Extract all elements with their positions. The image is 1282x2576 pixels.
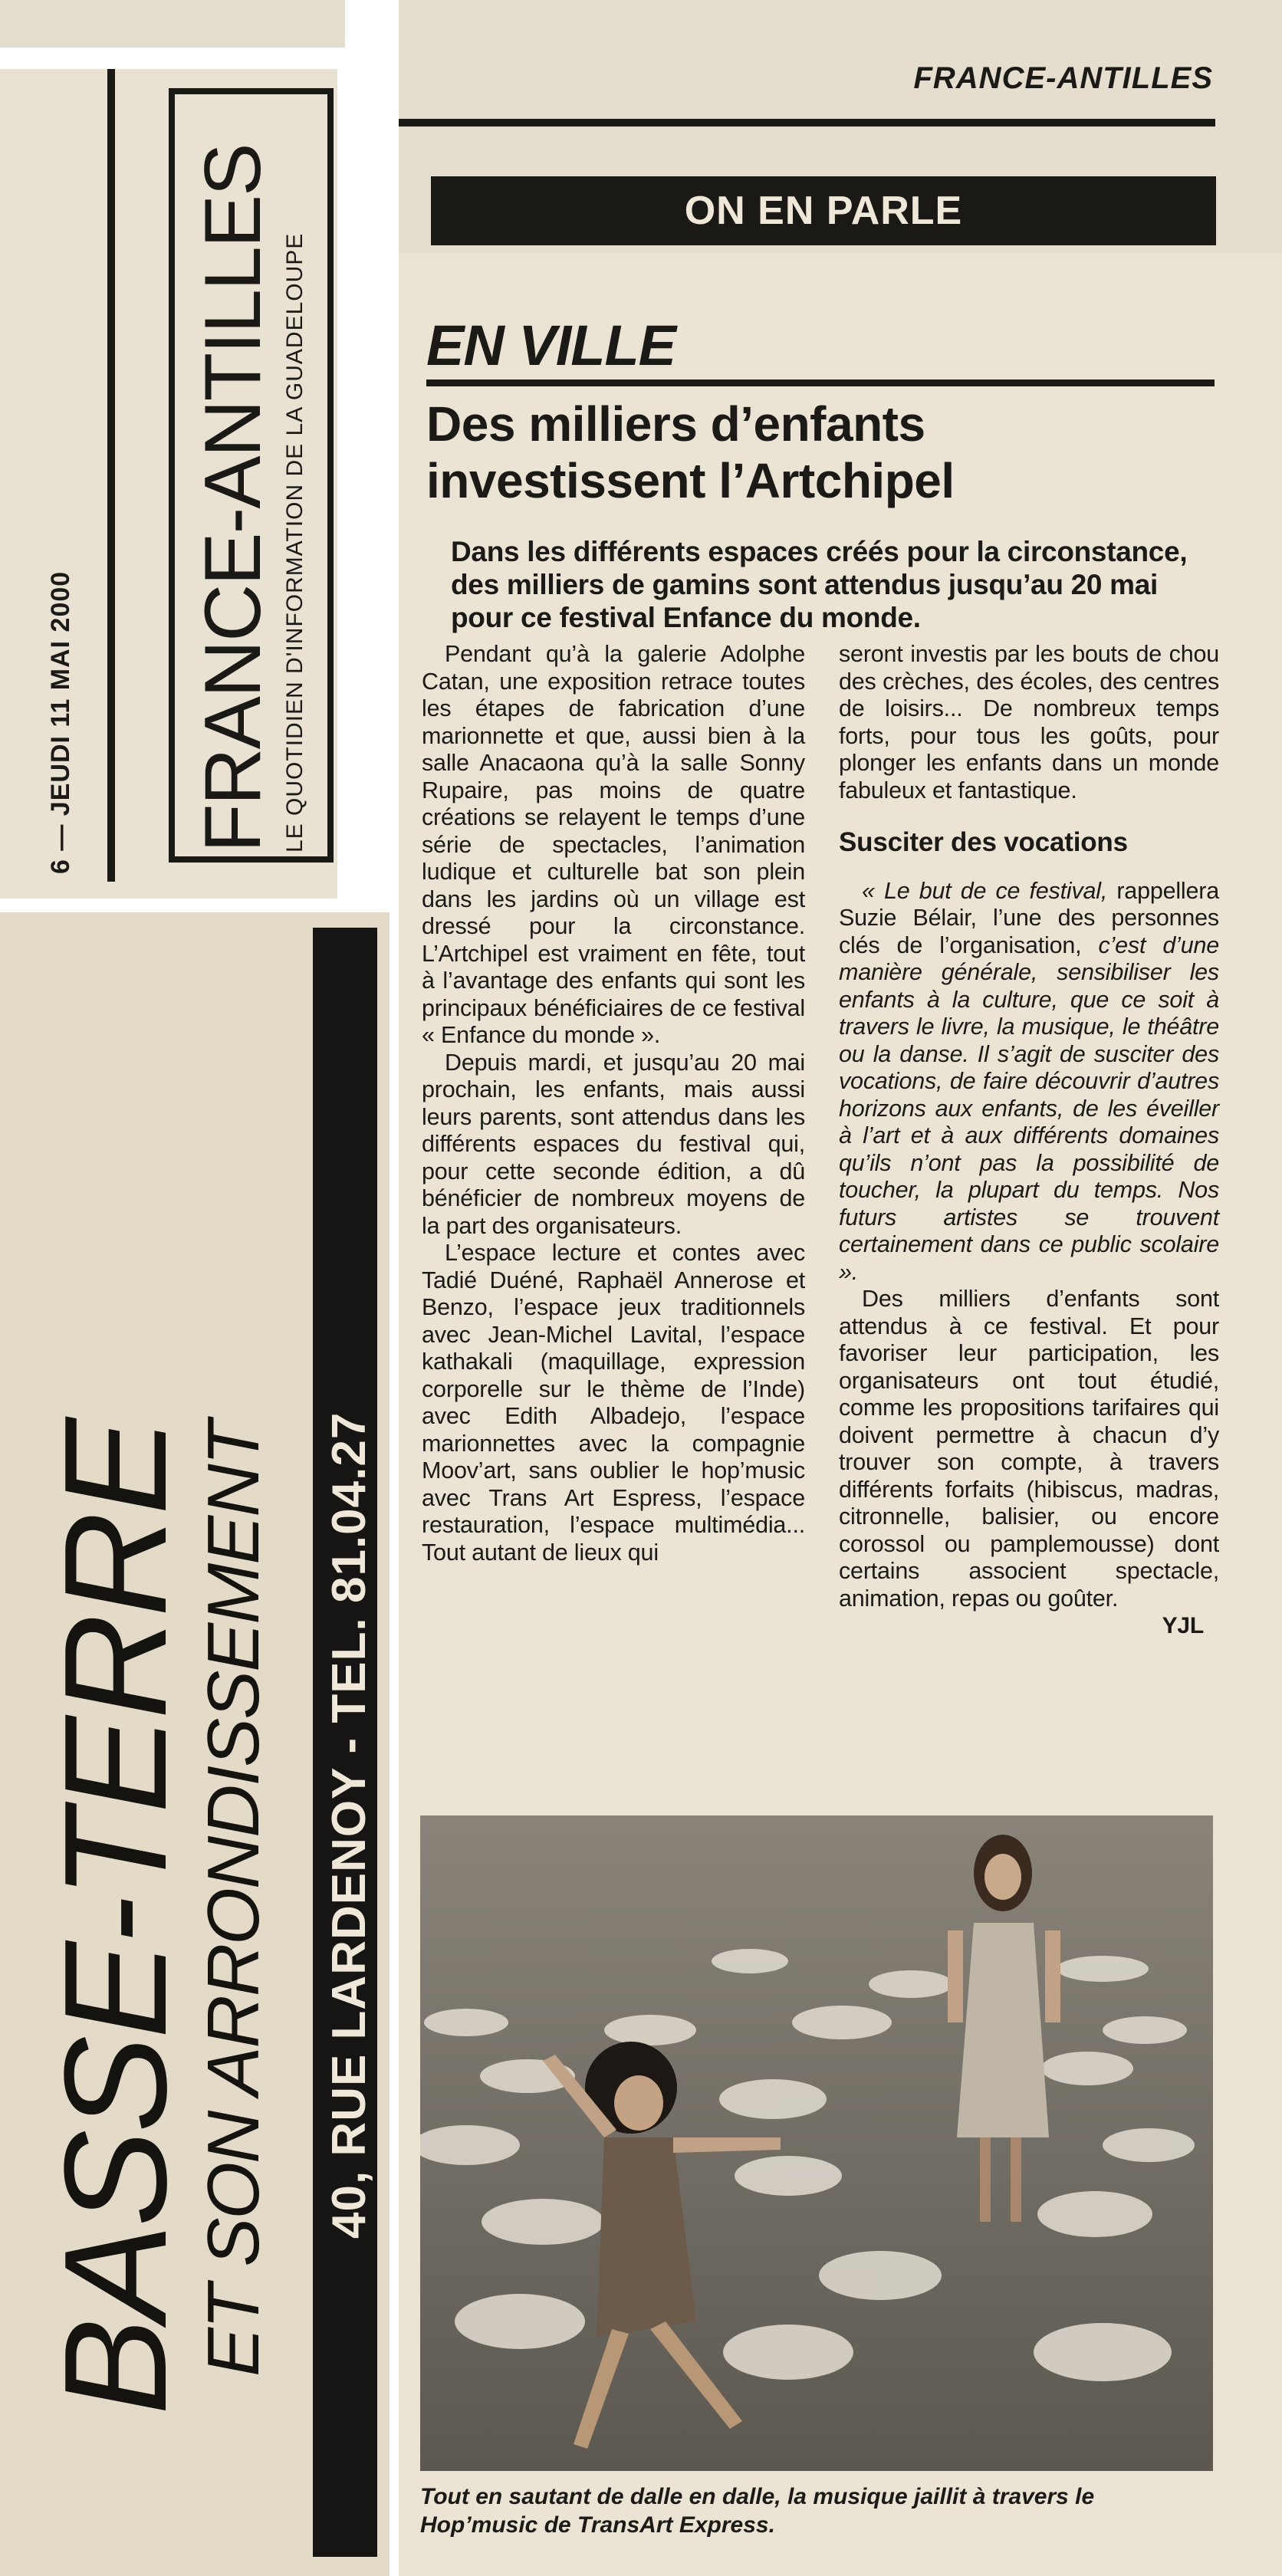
quote-attribution: rappellera Suzie Bélair, l’une des personnes clés de l’organisation, [839,877,1219,958]
rubric-banner: ON EN PARLE [431,176,1216,245]
quote-body: c’est d’une manière générale, sensibiliser les enfants à la culture, que ce soit à travers le livre, la musique, le théâtre ou la danse. Il s’agit de susciter des vocations, de faire découvrir d’autres horizons aux enfants, de les éveiller à l’art et à aux différents domaines qu’ils n’ont pas la possibilité de toucher, la plupart du temps. Nos futurs artistes se trouvent certainement dans ce public scolaire ». [839,932,1219,1285]
headline: Des milliers d’enfants investissent l’Artchipel [426,396,955,508]
edition-address: 40, RUE LARDENOY - TEL. 81.04.27 [323,1411,376,2239]
paper-scrap [0,0,345,48]
quote-paragraph [839,878,1219,1286]
section-rule [426,380,1215,386]
edition-subtitle: ET SON ARRONDISSEMENT [192,1421,274,2377]
photo-caption: Tout en sautant de dalle en dalle, la musique jaillit à travers le Hop’music de TransArt Express. [420,2484,1095,2538]
paper-name: FRANCE-ANTILLES [913,61,1213,95]
paragraph: Depuis mardi, et jusqu’au 20 mai prochain, les enfants, mais aussi leurs parents, sont attendus dans les différents espaces du festival qui, pour cette seconde édition, a dû bénéficier de nombreux moyens de la part des organisateurs. [422,1049,805,1239]
article-photo [420,1815,1213,2471]
edition-title: BASSE-TERRE [35,1421,197,2415]
quote-open: « Le but de ce festival, [862,877,1108,904]
header-rule [399,119,1215,127]
author-signature: YJL [1162,1613,1204,1638]
article-column-1 [422,641,805,1566]
lead-paragraph: Dans les différents espaces créés pour la circonstance, des milliers de gamins sont attendus jusqu’au 20 mai pour ce festival Enfance du monde. [451,536,1188,633]
subheading: Susciter des vocations [839,827,1128,857]
newspaper-subtitle: LE QUOTIDIEN D'INFORMATION DE LA GUADELOUPE [282,232,307,853]
section-title: EN VILLE [426,314,676,377]
article-column-2 [839,641,1219,1640]
photo-illustration [420,1815,1213,2471]
paragraph: Des milliers d’enfants sont attendus à ce festival. Et pour favoriser leur participation, les organisateurs ont tout étudié, comme les propositions tarifaires qui doivent permettre à chacun d’y trouver son compte, à travers différents forfaits (hibiscus, madras, citronnelle, balisier, ou encore corossol ou pamplemousse) dont certains associent spectacle, animation, repas ou goûter. [839,1286,1219,1612]
newspaper-title: FRANCE-ANTILLES [189,144,278,853]
masthead-divider [107,69,115,882]
paragraph: L’espace lecture et contes avec Tadié Duéné, Raphaël Annerose et Benzo, l’espace jeux traditionnels avec Jean-Michel Lavital, l’espace kathakali (maquillage, expression corporelle sur le thème de l’Inde) avec Edith Albadejo, l’espace marionnettes avec la compagnie Moov’art, sans oublier le hop’music avec Trans Art Espress, l’espace restauration, l’espace multimédia... Tout autant de lieux qui [422,1240,805,1566]
issue-date: 6 — JEUDI 11 MAI 2000 [46,570,75,874]
paragraph: seront investis par les bouts de chou des crèches, des écoles, des centres de loisirs... De nombreux temps forts, pour tous les goûts, pour plonger les enfants dans un monde fabuleux et fantastique. [839,641,1219,803]
paragraph: Pendant qu’à la galerie Adolphe Catan, une exposition retrace toutes les étapes de fabrication d’une marionnette et que, aussi bien à la salle Anacaona qu’à la salle Sonny Rupaire, pas moins de quatre créations se relayent le temps d’une série de spectacles, l’animation ludique et culturelle bat son plein dans les jardins où un village est dressé pour la circonstance. L’Artchipel est vraiment en fête, tout à l’avantage des enfants qui sont les principaux bénéficiaires de ce festival « Enfance du monde ». [422,641,805,1048]
